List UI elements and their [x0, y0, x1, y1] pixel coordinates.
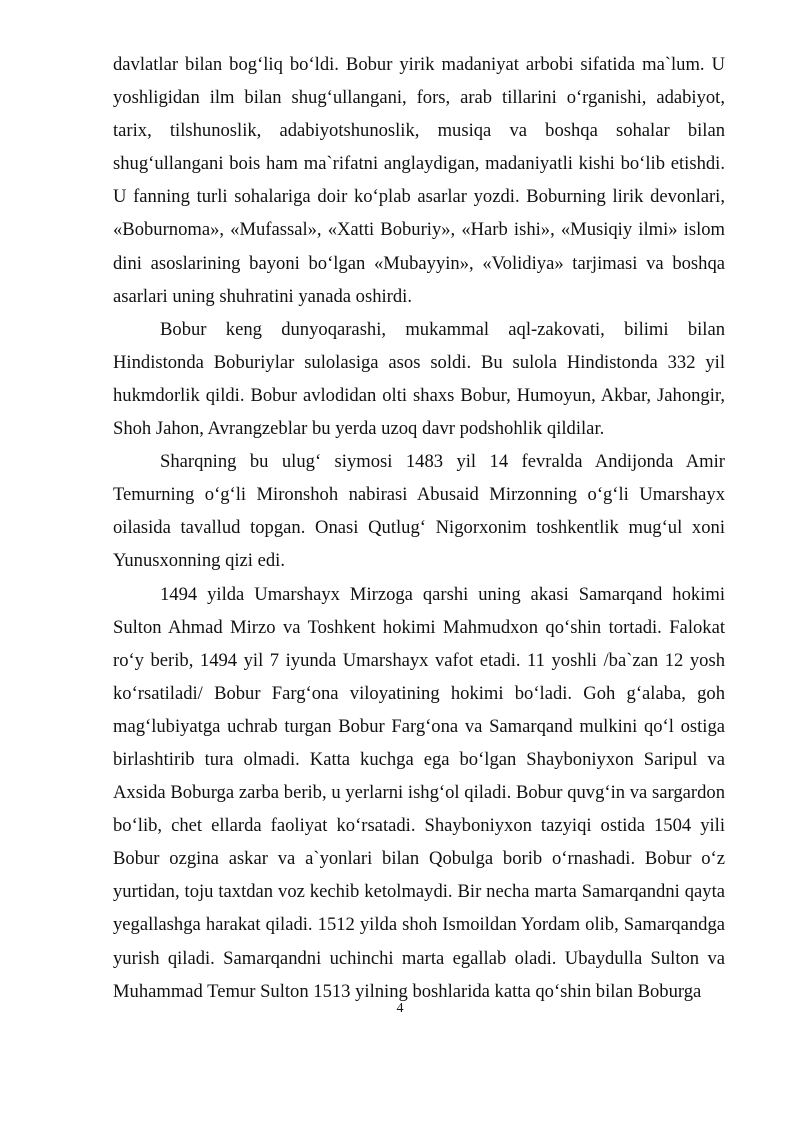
paragraph-continuation: davlatlar bilan bog‘liq bo‘ldi. Bobur yirik madaniyat arbobi sifatida ma`lum. U yoshligidan ilm bilan shug‘ullangani, fors, arab tillarini o‘rganishi, adabiyot, tarix, tilshunoslik, adabiyotshunoslik, musiqa va boshqa sohalar bilan shug‘ullangani bois ham ma`rifatni anglaydigan, madaniyatli kishi bo‘lib etishdi. U fanning turli sohalariga doir ko‘plab asarlar yozdi. Boburning lirik devonlari, «Boburnoma», «Mufassal», «Xatti Boburiy», «Harb ishi», «Musiqiy ilmi» islom dini asoslarining bayoni bo‘lgan «Mubayyin», «Volidiya» tarjimasi va boshqa asarlari uning shuhratini yanada oshirdi.	[113, 54, 725, 307]
page-number: 4	[396, 1001, 404, 1016]
paragraph-1494: 1494 yilda Umarshayx Mirzoga qarshi uning akasi Samarqand hokimi Sulton Ahmad Mirzo va Toshkent hokimi Mahmudxon qo‘shin tortadi. Falokat ro‘y berib, 1494 yil 7 iyunda Umarshayx vafot etadi. 11 yoshli /ba`zan 12 yosh ko‘rsatiladi/ Bobur Farg‘ona viloyatining hokimi bo‘ladi. Goh g‘alaba, goh mag‘lubiyatga uchrab turgan Bobur Farg‘ona va Samarqand mulkini qo‘l ostiga birlashtirib tura olmadi. Katta kuchga ega bo‘lgan Shayboniyxon Saripul va Axsida Boburga zarba berib, u yerlarni ishg‘ol qiladi. Bobur quvg‘in va sargardon bo‘lib, chet ellarda faoliyat ko‘rsatadi. Shayboniyxon tazyiqi ostida 1504 yili Bobur ozgina askar va a`yonlari bilan Qobulga borib o‘rnashadi. Bobur o‘z yurtidan, toju taxtdan voz kechib ketolmaydi. Bir necha marta Samarqandni qayta yegallashga harakat qiladi. 1512 yilda shoh Ismoildan Yordam olib, Samarqandga yurish qiladi. Samarqandni uchinchi marta egallab oladi. Ubaydulla Sulton va Muhammad Temur Sulton 1513 yilning boshlarida katta qo‘shin bilan Boburga	[113, 583, 725, 1002]
paragraph-birth: Sharqning bu ulug‘ siymosi 1483 yil 14 fevralda Andijonda Amir Temurning o‘g‘li Mironshoh nabirasi Abusaid Mirzonning o‘g‘li Umarshayx oilasida tavallud topgan. Onasi Qutlug‘ Nigorxonim toshkentlik mug‘ul xoni Yunusxonning qizi edi.	[113, 451, 725, 572]
body-text	[113, 48, 725, 1008]
paragraph-boburiylar: Bobur keng dunyoqarashi, mukammal aql-zakovati, bilimi bilan Hindistonda Boburiylar sulolasiga asos soldi. Bu sulola Hindistonda 332 yil hukmdorlik qildi. Bobur avlodidan olti shaxs Bobur, Humoyun, Akbar, Jahongir, Shoh Jahon, Avrangzeblar bu yerda uzoq davr podshohlik qildilar.	[113, 318, 725, 440]
